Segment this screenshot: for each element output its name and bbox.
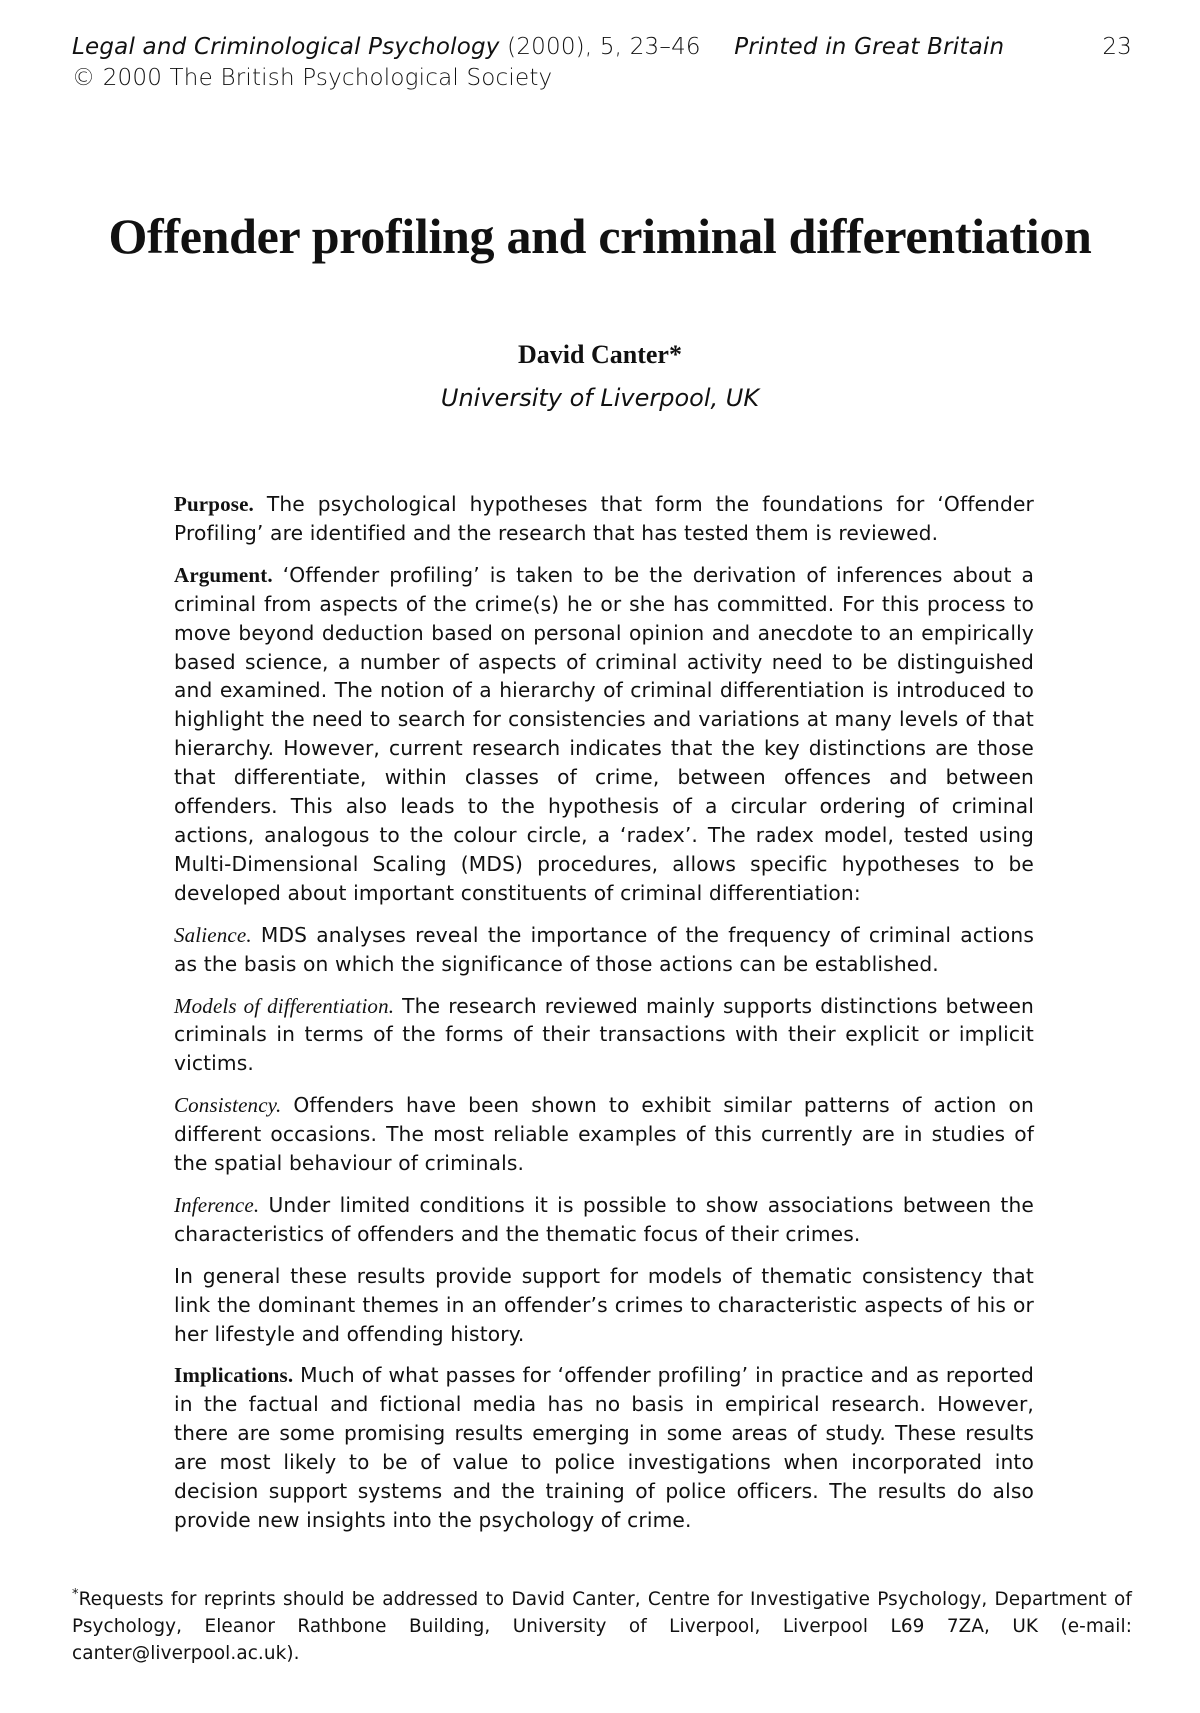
- author-name: David Canter*: [518, 340, 682, 369]
- abstract-implications-label: Implications.: [174, 1363, 294, 1388]
- running-header-line-1: [72, 32, 1132, 63]
- author-affiliation: University of Liverpool, UK: [440, 384, 760, 412]
- journal-name: Legal and Criminological Psychology: [72, 34, 500, 60]
- citation: (2000), 5, 23–46: [507, 34, 701, 60]
- running-header: [72, 32, 1132, 94]
- abstract-purpose-text: The psychological hypotheses that form the foundations for ‘Offender Profiling’ are identified and the research that has tested them is reviewed.: [174, 492, 1034, 545]
- abstract-inference-label: Inference.: [174, 1192, 260, 1217]
- abstract-implications-text: Much of what passes for ‘offender profiling’ in practice and as reported in the factual and fictional media has no basis in empirical research. However, there are some promising results emerging in some areas of study. These results are most likely to be of value to police investigations when incorporated into decision support systems and the training of police officers. The results do also provide new insights into the psychology of crime.: [174, 1363, 1034, 1532]
- abstract-salience-text: MDS analyses reveal the importance of the frequency of criminal actions as the basis on which the significance of those actions can be established.: [174, 922, 1034, 976]
- abstract-inference-text: Under limited conditions it is possible to show associations between the characteristics of offenders and the thematic focus of their crimes.: [174, 1192, 1034, 1246]
- abstract-models: [174, 992, 1034, 1079]
- abstract-argument-text: ‘Offender profiling’ is taken to be the derivation of inferences about a criminal from aspects of the crime(s) he or she has committed. For this process to move beyond deduction based on personal opinion and anecdote to an empirically based science, a number of aspects of criminal activity need to be distinguished and examined. The notion of a hierarchy of criminal differentiation is introduced to highlight the need to search for consistencies and variations at many levels of that hierarchy. However, current research indicates that the key distinctions are those that differentiate, within classes of crime, between offences and between offenders. This also leads to the hypothesis of a circular ordering of criminal actions, analogous to the colour circle, a ‘radex’. The radex model, tested using Multi-Dimensional Scaling (MDS) procedures, allows specific hypotheses to be developed about important constituents of criminal differentiation:: [174, 562, 1034, 905]
- abstract-salience: [174, 921, 1034, 979]
- abstract-inference: [174, 1191, 1034, 1249]
- article-title: Offender profiling and criminal differentiation: [108, 208, 1092, 264]
- abstract-purpose-label: Purpose.: [174, 492, 254, 516]
- copyright-line: © 2000 The British Psychological Society: [72, 65, 553, 91]
- footnote: [72, 1586, 1132, 1667]
- abstract: [174, 490, 1034, 1548]
- abstract-consistency-label: Consistency.: [174, 1093, 282, 1118]
- printed-in: Printed in Great Britain: [734, 34, 1005, 60]
- abstract-argument: [174, 561, 1034, 908]
- footnote-mark: *: [72, 1586, 79, 1602]
- abstract-consistency-text: Offenders have been shown to exhibit similar patterns of action on different occasions. The most reliable examples of this currently are in studies of the spatial behaviour of criminals.: [174, 1093, 1034, 1176]
- abstract-models-label: Models of differentiation.: [174, 993, 395, 1018]
- abstract-salience-label: Salience.: [174, 922, 252, 947]
- abstract-models-text: The research reviewed mainly supports distinctions between criminals in terms of the forms of their transactions with their explicit or implicit victims.: [174, 993, 1034, 1076]
- abstract-purpose: [174, 490, 1034, 548]
- footnote-text: Requests for reprints should be addressed to David Canter, Centre for Investigative Psychology, Department of Psychology, Eleanor Rathbone Building, University of Liverpool, Liverpool L69 7ZA, UK (e-mail: canter@liverpool.ac.uk).: [72, 1589, 1132, 1664]
- page-number: 23: [1102, 34, 1132, 60]
- abstract-general: In general these results provide support for models of thematic consistency that link the dominant themes in an offender’s crimes to characteristic aspects of his or her lifestyle and offending history.: [174, 1263, 1034, 1346]
- abstract-implications: [174, 1361, 1034, 1534]
- abstract-consistency: [174, 1091, 1034, 1178]
- abstract-argument-label: Argument.: [174, 562, 273, 587]
